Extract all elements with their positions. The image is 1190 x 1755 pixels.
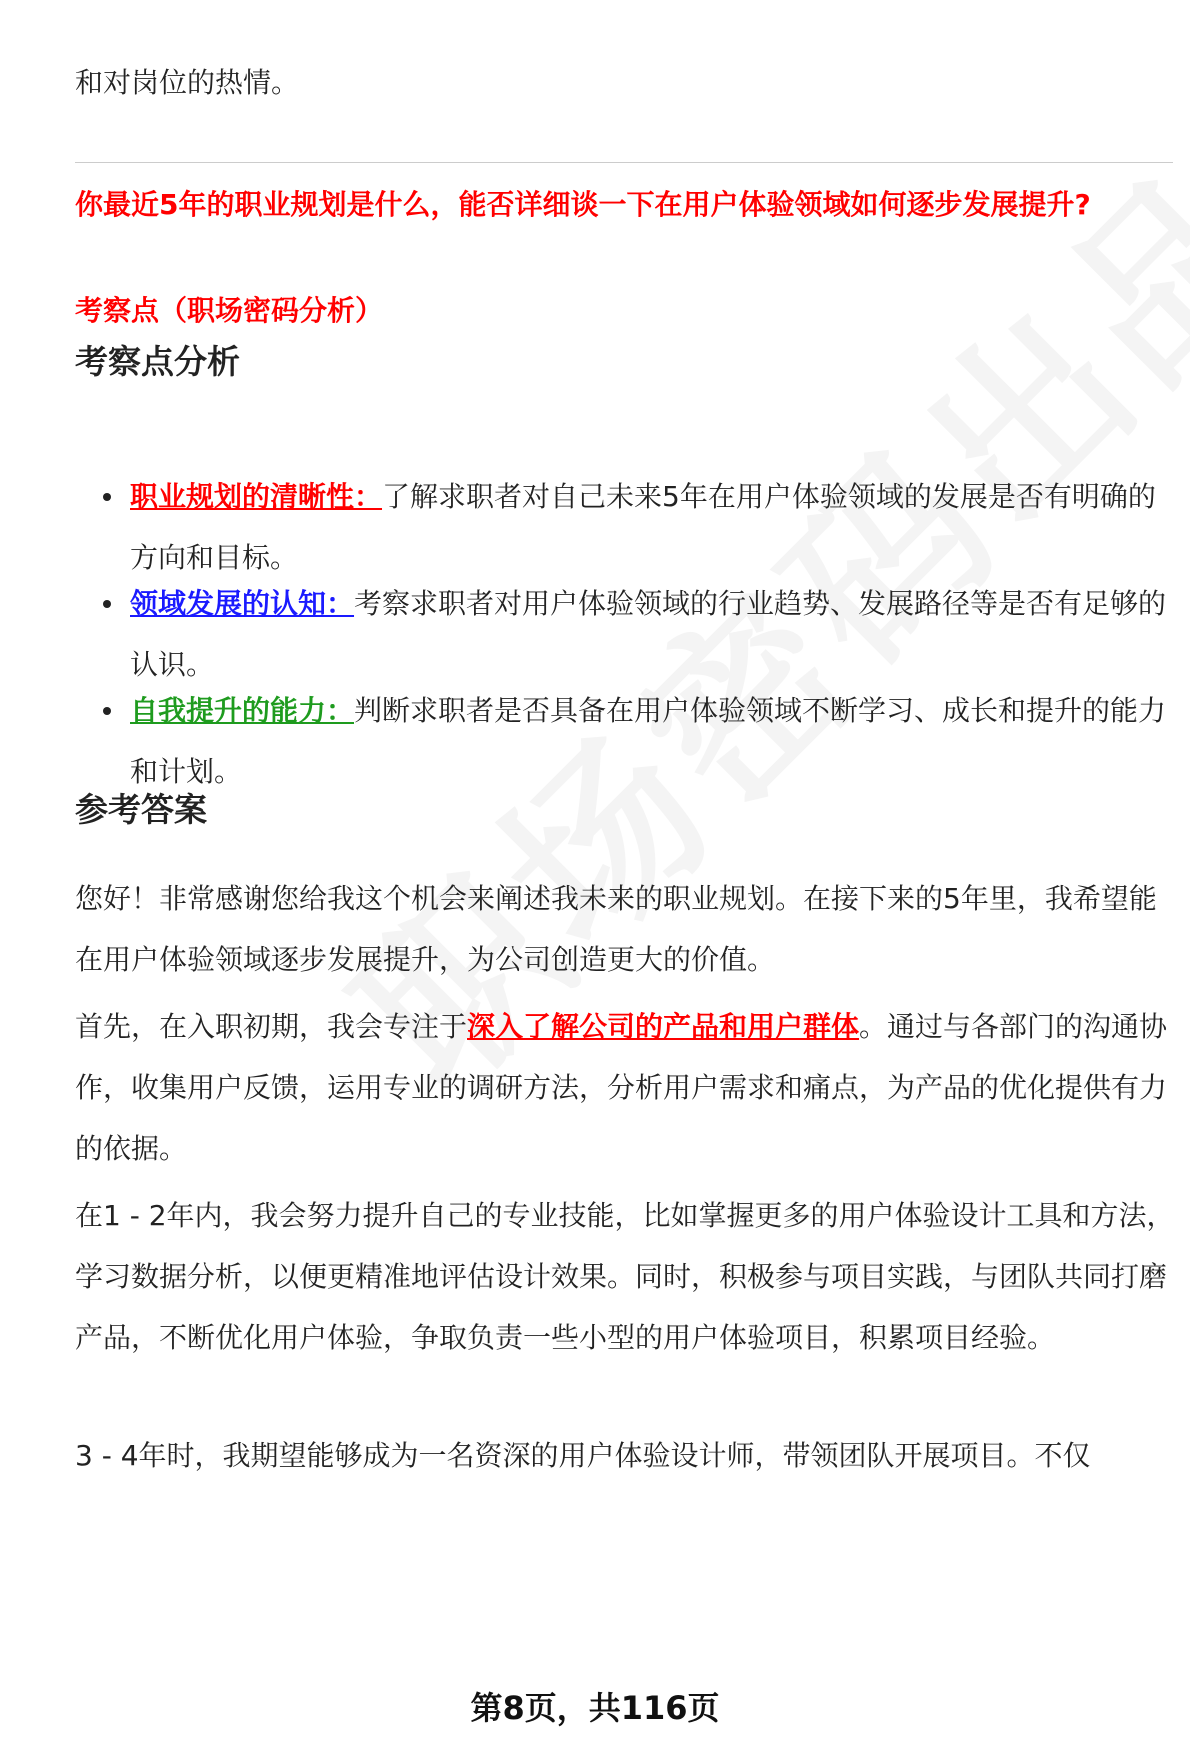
bullet-text: 判断求职者是否具备在用户体验领域不断学习、成长和提升的能力和计划。 (130, 694, 1167, 788)
bullet-label: 自我提升的能力： (130, 694, 355, 727)
bullet-dot-icon (103, 707, 111, 715)
p2-highlight: 深入了解公司的产品和用户群体 (467, 1010, 860, 1043)
p2-text-before: 首先，在入职初期，我会专注于 (75, 1010, 468, 1043)
bullet-text: 了解求职者对自己未来5年在用户体验领域的发展是否有明确的方向和目标。 (130, 480, 1156, 574)
assessment-points-label: 考察点（职场密码分析） (75, 294, 384, 327)
p2-text-after: 。通过与各部门的沟通协作，收集用户反馈，运用专业的调研方法，分析用户需求和痛点，为产品的优化提供有力的依据。 (75, 1010, 1168, 1165)
bullet-item (75, 466, 1175, 588)
answer-paragraph-4: 3 - 4年时，我期望能够成为一名资深的用户体验设计师，带领团队开展项目。不仅 (75, 1439, 1091, 1472)
intro-tail-text: 和对岗位的热情。 (75, 66, 300, 99)
answer-paragraph-1: 您好！非常感谢您给我这个机会来阐述我未来的职业规划。在接下来的5年里，我希望能在用户体验领域逐步发展提升，为公司创造更大的价值。 (75, 882, 1157, 976)
answer-heading: 参考答案 (75, 790, 207, 829)
analysis-bullet-list (75, 466, 1175, 802)
bullet-item (75, 680, 1175, 802)
analysis-heading: 考察点分析 (75, 342, 240, 381)
bullet-label: 职业规划的清晰性： (130, 480, 383, 513)
bullet-text: 考察求职者对用户体验领域的行业趋势、发展路径等是否有足够的认识。 (130, 587, 1167, 681)
answer-paragraph-3: 在1 - 2年内，我会努力提升自己的专业技能，比如掌握更多的用户体验设计工具和方法，学习数据分析，以便更精准地评估设计效果。同时，积极参与项目实践，与团队共同打磨产品，不断优化用户体验，争取负责一些小型的用户体验项目，积累项目经验。 (75, 1199, 1175, 1354)
bullet-dot-icon (103, 493, 111, 501)
bullet-label: 领域发展的认知： (130, 587, 355, 620)
bullet-item (75, 573, 1175, 695)
answer-paragraph-2 (75, 996, 1175, 1179)
page-footer: 第8页，共116页 (470, 1689, 720, 1727)
bullet-dot-icon (103, 600, 111, 608)
interview-question: 你最近5年的职业规划是什么，能否详细谈一下在用户体验领域如何逐步发展提升? (75, 188, 1091, 221)
section-divider (75, 162, 1173, 163)
